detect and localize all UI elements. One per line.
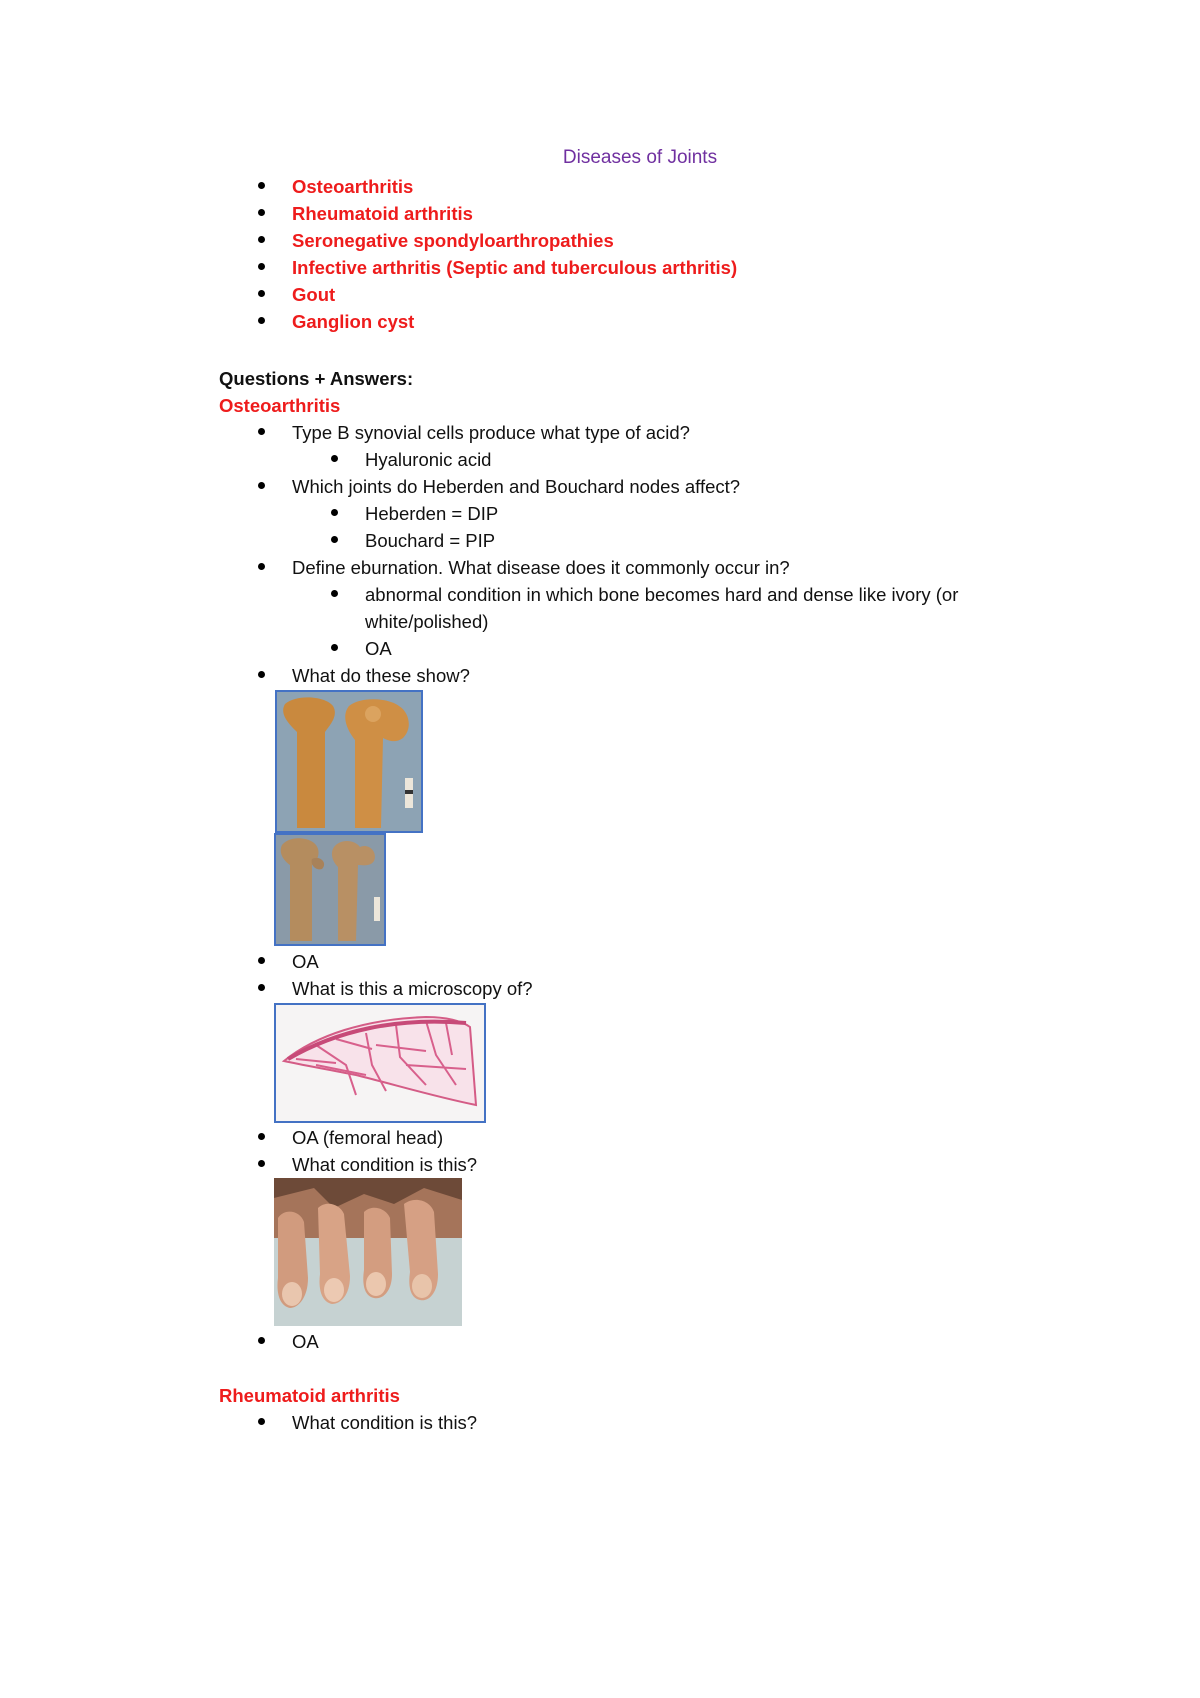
question-item: Define eburnation. What disease does it commonly occur in? — [292, 556, 790, 580]
answer-item: Bouchard = PIP — [365, 529, 495, 553]
topic-item: Infective arthritis (Septic and tuberculous arthritis) — [292, 256, 737, 280]
bullet — [331, 509, 338, 516]
topic-item: Rheumatoid arthritis — [292, 202, 473, 226]
bullet — [258, 1133, 265, 1140]
answer-item: Heberden = DIP — [365, 502, 498, 526]
bullet — [258, 563, 265, 570]
bullet — [258, 428, 265, 435]
question-item: What do these show? — [292, 664, 470, 688]
bullet — [258, 317, 265, 324]
answer-item: abnormal condition in which bone becomes hard and dense like ivory (or — [365, 583, 958, 607]
bullet — [331, 590, 338, 597]
hand-nodes-photo — [274, 1178, 462, 1326]
section-heading-osteoarthritis: Osteoarthritis — [219, 395, 341, 416]
question-item: What condition is this? — [292, 1411, 477, 1435]
answer-continuation: white/polished) — [365, 611, 489, 632]
document-title: Diseases of Joints — [562, 147, 718, 168]
bullet — [331, 536, 338, 543]
question-item: What condition is this? — [292, 1153, 477, 1177]
bullet — [331, 455, 338, 462]
answer-item: Hyaluronic acid — [365, 448, 491, 472]
topic-item: Seronegative spondyloarthropathies — [292, 229, 614, 253]
bullet — [258, 182, 265, 189]
topic-item: Gout — [292, 283, 335, 307]
question-item: What is this a microscopy of? — [292, 977, 533, 1001]
bullet — [258, 482, 265, 489]
topic-item: Ganglion cyst — [292, 310, 414, 334]
bullet — [258, 263, 265, 270]
bullet — [258, 209, 265, 216]
bullet — [258, 1337, 265, 1344]
bullet — [258, 1418, 265, 1425]
answer-item: OA — [292, 1330, 319, 1354]
section-heading-rheumatoid-arthritis: Rheumatoid arthritis — [219, 1385, 400, 1406]
bullet — [258, 1160, 265, 1167]
bullet — [258, 290, 265, 297]
qa-heading: Questions + Answers: — [219, 368, 414, 389]
topic-item: Osteoarthritis — [292, 175, 413, 199]
answer-item: OA — [292, 950, 319, 974]
microscopy-femoral-head-image — [274, 1003, 486, 1123]
femur-sections-photo-2 — [274, 833, 386, 946]
question-item: Which joints do Heberden and Bouchard nodes affect? — [292, 475, 740, 499]
answer-item: OA (femoral head) — [292, 1126, 443, 1150]
answer-item: OA — [365, 637, 392, 661]
bullet — [331, 644, 338, 651]
bullet — [258, 236, 265, 243]
question-item: Type B synovial cells produce what type of acid? — [292, 421, 690, 445]
bullet — [258, 957, 265, 964]
femur-sections-photo-1 — [275, 690, 423, 833]
bullet — [258, 671, 265, 678]
bullet — [258, 984, 265, 991]
